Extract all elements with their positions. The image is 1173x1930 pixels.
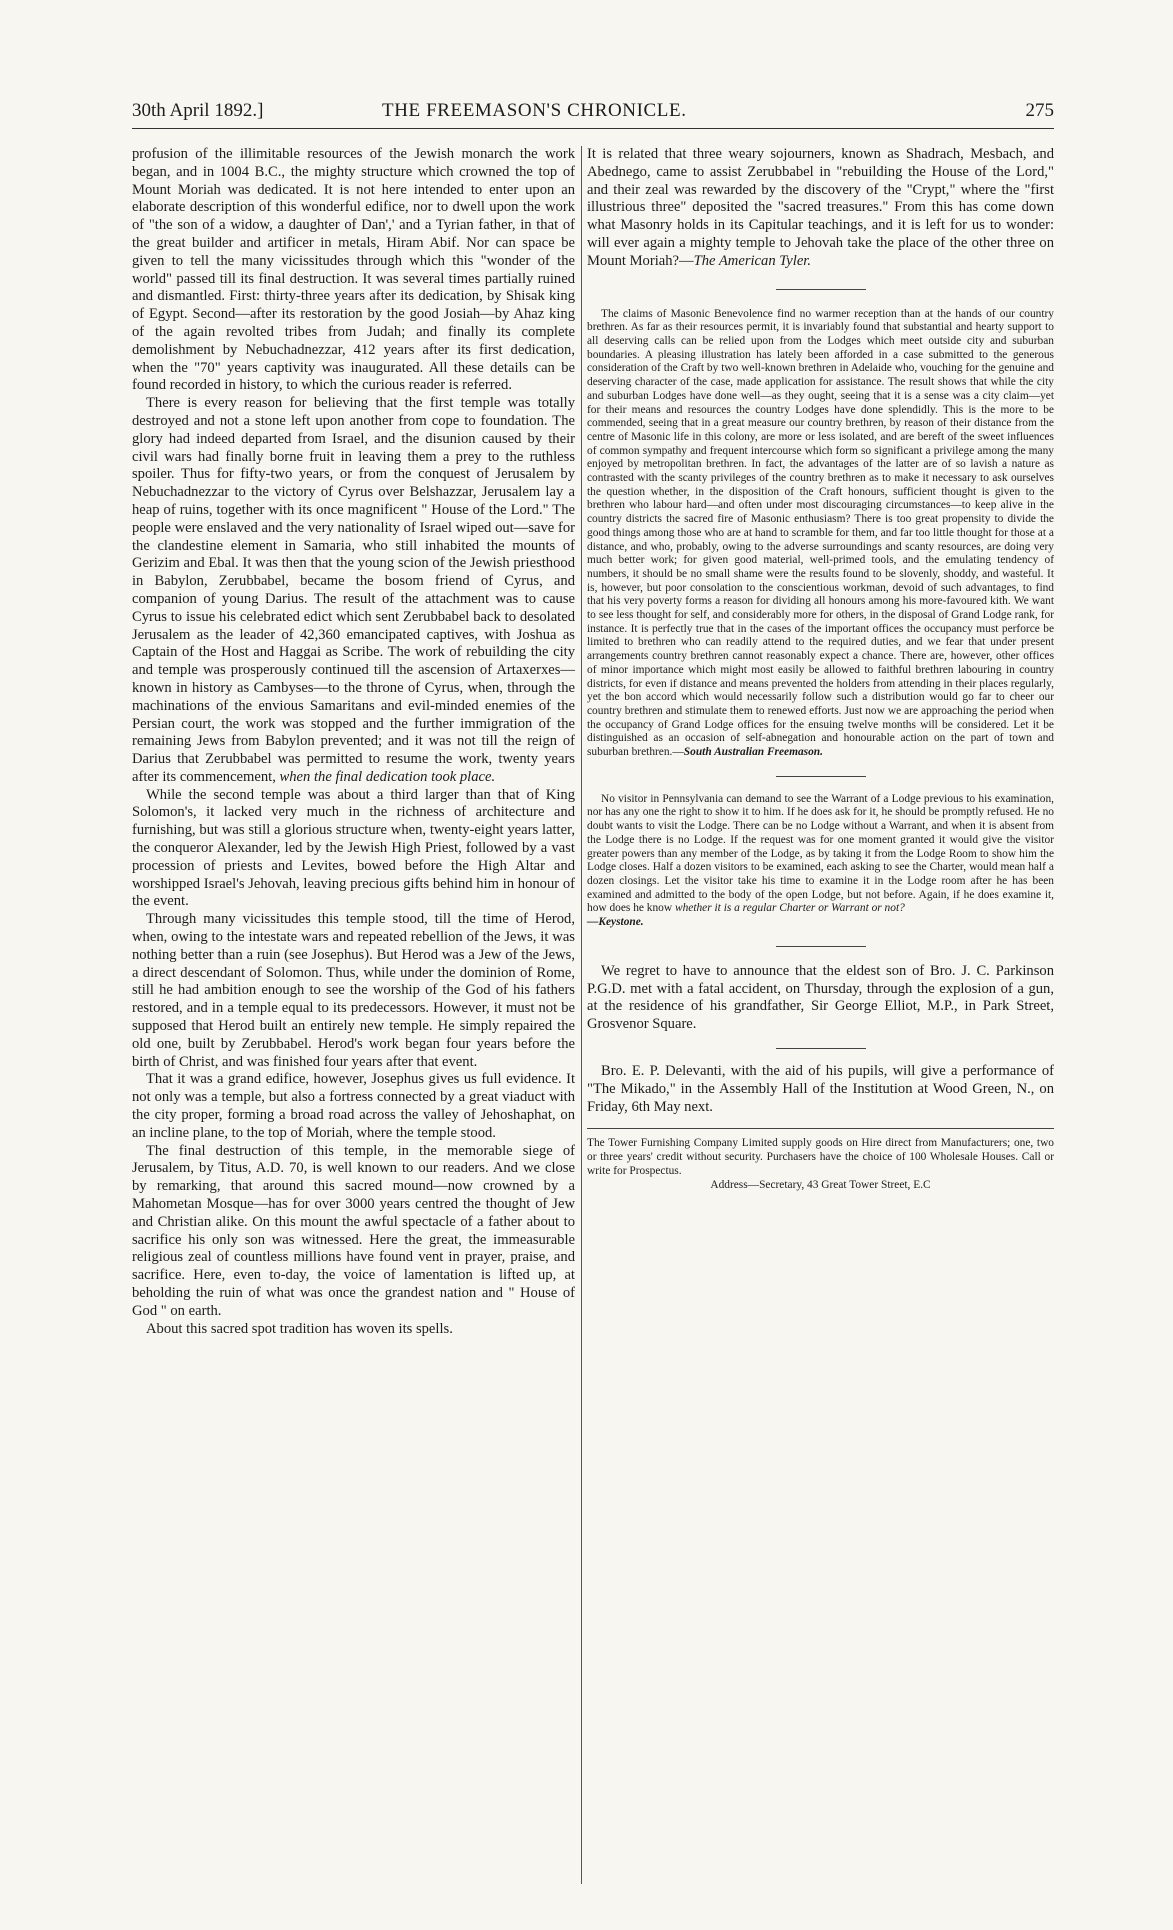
article-paragraph: That it was a grand edifice, however, Josephus gives us full evidence. It not only was a temple, but also a fortress connected by a great viaduct with the city proper, forming a broad road across the valley of Jehoshaphat, on an incline plane, to the top of Moriah, where the temple stood.: [132, 1071, 575, 1141]
header-rule: [132, 128, 1054, 129]
advertisement-address: Address—Secretary, 43 Great Tower Street, E.C: [710, 1178, 931, 1191]
italic-text: whether it is a regular Charter or Warrant or not?: [674, 902, 905, 915]
issue-date: 30th April 1892.]: [132, 100, 264, 121]
advertisement-text: The Tower Furnishing Company Limited supply goods on Hire direct from Manufacturers; one, two or three years' credit without security. Purchasers have the choice of 100 Wholesale Houses. Call or write for Prospectus.: [587, 1137, 1054, 1177]
article-paragraph: profusion of the illimitable resources of the Jewish monarch the work began, and in 1004 B.C., the mighty structure which crowned the top of Mount Moriah was dedicated. It is not here intended to enter upon an elaborate description of this wonderful edifice, nor to dwell upon the work of "the son of a widow, a daughter of Dan',' and a Tyrian father, in that of the great builder and artificer in metals, Hiram Abif. Nor can space be given to tell the many vicissitudes through which this "wonder of the world" passed till its final destruction. It was several times partially ruined and dismantled. First: thirty-three years after its dedication, by Shisak king of Egypt. Second—after its restoration by the good Josiah—by Ahaz king of the again revolted tribes from Judah; and finally its complete demolishment by Nebuchadnezzar, 412 years after its first dedication, when the "70" years captivity was inaugurated. All these details can be found recorded in history, to which the curious reader is referred.: [132, 146, 575, 394]
right-column: [587, 146, 1054, 1192]
left-column: [132, 146, 575, 1338]
paragraph-text: It is related that three weary sojourners, known as Shadrach, Mesbach, and Abednego, came to assist Zerubbabel in "rebuilding the House of the Lord," and their zeal was rewarded by the discovery of the "Crypt," where the "first illustrious three" deposited the "sacred treasures." From this has come down what Masonry holds in its Capitular teachings, and it is left for us to wonder: will ever again a mighty temple to Jehovah take the place of the other three on Mount Moriah?—: [587, 146, 1054, 269]
article-paragraph: [587, 308, 1054, 760]
publication-title: THE FREEMASON'S CHRONICLE.: [382, 100, 687, 121]
source-signature: South Australian Freemason.: [683, 746, 823, 759]
article-paragraph: Bro. E. P. Delevanti, with the aid of his pupils, will give a performance of "The Mikado," in the Assembly Hall of the Institution at Wood Green, N., on Friday, 6th May next.: [587, 1063, 1054, 1115]
paragraph-text: The claims of Masonic Benevolence find no warmer reception than at the hands of our country brethren. As far as their resources permit, it is invariably found that substantial and hearty support to all deserving calls can be relied upon from the Lodges which meet outside city and suburban boundaries. A pleasing illustration has lately been afforded in a case submitted to the generous consideration of the Craft by two well-known brethren in Adelaide who, vouching for the genuine and deserving character of the case, made application for assistance. The result shows that while the city and suburban Lodges have done well—as they ought, seeing that it is a sense was a city claim—yet for their means and resources the country Lodges have done splendidly. This is the more to be commended, seeing that in a great measure our country brethren, by reason of their distance from the centre of Masonic life in this colony, are more or less isolated, and are bereft of the sweet influences of common sympathy and frequent intercourse which form so significant a privilege among the many enjoyed by metropolitan brethren. In fact, the advantages of the latter are of so lavish a nature as contrasted with the scanty privileges of the country brethren as to make it necessary to ask ourselves the question whether, in the disposition of the Craft honours, sufficient thought is given to the brethren who labour hard—and often under most discouraging circumstances—to keep alive in the country districts the sacred fire of Masonic enthusiasm? There is too great propensity to divide the good things among those who are at hand to scramble for them, and far too little thought for those at a distance, and who, probably, owing to the adverse surroundings and scanty resources, are doing very much better work; for given good material, well-primed tools, and the emulating tendency of numbers, it should be no small shame were the results found to be slovenly, shoddy, and wasteful. It is, however, but poor consolation to the conscientious workman, devoid of such advantages, to find that his very poverty forms a reason for dividing all honours among his more-favoured kith. We want to see less thought for self, and considerably more for others, in the disposal of Grand Lodge rank, for instance. It is perfectly true that in the cases of the important offices the occupancy must perforce be limited to brethren who can readily attend to the required duties, and we fear that under present arrangements country brethren cannot reasonably expect a chance. There are, however, other offices of minor importance which might most easily be allowed to faithful brethren labouring in country districts, for even if distance and means prevented the holders from attending in their places regularly, yet the bon accord which would necessarily follow such a distribution would go far to cheer our country brethren and stimulate them to renewed efforts. Just now we are approaching the period when the occupancy of Grand Lodge offices for the ensuing twelve months will be considered. Let it be distinguished as an occasion of self-abnegation and honourable action on the part of town and suburban brethren.—: [587, 307, 1054, 759]
article-paragraph: The final destruction of this temple, in the memorable siege of Jerusalem, by Titus, A.D. 70, is well known to our readers. And we close by remarking, that around this sacred mound—now crowned by a Mahometan Mosque—has for over 3000 years centred the thought of Jew and Christian alike. On this mount the awful spectacle of a father about to sacrifice his only son was witnessed. Here the great, the immeasurable religious zeal of countless millions have found vent in prayer, praise, and sacrifice. Here, even to-day, the voice of lamentation is lifted up, at beholding the ruin of what was once the grandest nation and " House of God " on earth.: [132, 1142, 575, 1319]
source-signature: —Keystone.: [587, 916, 644, 929]
article-paragraph: We regret to have to announce that the eldest son of Bro. J. C. Parkinson P.G.D. met with a fatal accident, on Thursday, through the explosion of a gun, at the residence of his grandfather, Sir George Elliot, M.P., in Park Street, Grosvenor Square.: [587, 962, 1054, 1033]
article-paragraph: About this sacred spot tradition has woven its spells.: [146, 1320, 453, 1337]
italic-text: when the final dedication took place.: [279, 768, 496, 785]
column-divider: [581, 146, 582, 1884]
paragraph-text: There is every reason for believing that the first temple was totally destroyed and not a stone left upon another from cope to foundation. The glory had indeed departed from Israel, and the disunion caused by their civil wars had finally borne fruit in leaving them a prey to the ruthless spoiler. Thus for fifty-two years, or from the conquest of Jerusalem by Nebuchadnezzar to the victory of Cyrus over Belshazzar, Jerusalem lay a heap of ruins, together with its once magnificent " House of the Lord." The people were enslaved and the very nationality of Israel wiped out—save for the clandestine element in Samaria, who still inhabited the mounts of Gerizim and Ebal. It was then that the young scion of the Jewish priesthood in Babylon, Zerubbabel, became the bosom friend of Cyrus, and companion of young Darius. The result of the attachment was to cause Cyrus to issue his celebrated edict which sent Zerubbabel back to desolated Jerusalem as the leader of 42,360 emancipated captives, with Joshua as Captain of the Host and Haggai as Scribe. The work of rebuilding the city and temple was prosperously continued till the ascension of Artaxerxes—known in history as Cambyses—to the throne of Cyrus, when, through the machinations of the envious Samaritans and evil-minded enemies of the Persian court, the work was stopped and the further immigration of the remaining Jews from Babylon prevented; and it was not till the reign of Darius that Zerubbabel was permitted to resume the work, twenty years after its commencement,: [132, 395, 575, 785]
article-paragraph: [587, 146, 1054, 271]
article-paragraph: Through many vicissitudes this temple stood, till the time of Herod, when, owing to the intestate wars and repeated rebellion of the Jews, it was nothing better than a ruin (see Josephus). But Herod was a Jew of the Jews, a direct descendant of Solomon. Thus, while under the dominion of Rome, still he had ambition enough to see the worship of the God of his fathers restored, and in a temple equal to its predecessors. However, it must not be supposed that Herod built an entirely new temple. He simply repaired the old one, built by Zerubbabel. Herod's work began four years before the birth of Christ, and was finished four years after that event.: [132, 911, 575, 1070]
page-number: 275: [1025, 100, 1054, 121]
article-paragraph: While the second temple was about a third larger than that of King Solomon's, it lacked very much in the richness of architecture and furnishing, but was still a glorious structure when, twenty-eight years latter, the conqueror Alexander, led by the Jewish High Priest, followed by a vast procession of priests and Levites, bowed before the High Altar and worshipped Israel's Jehovah, leaving precious gifts behind him in honour of the event.: [132, 786, 575, 910]
article-paragraph: [132, 395, 575, 787]
source-signature: The American Tyler.: [693, 252, 812, 269]
article-paragraph: [587, 793, 1054, 930]
paragraph-text: No visitor in Pennsylvania can demand to see the Warrant of a Lodge previous to his examination, nor has any one the right to show it to him. If he does ask for it, he should be promptly refused. He no doubt wants to visit the Lodge. There can be no Lodge without a Warrant, and when it is absent from the Lodge there is no Lodge. If the request was for one moment granted it would give the visitor greater powers than any member of the Lodge, as by taking it from the Lodge Room to show him the Lodge closes. Half a dozen visitors to be examined, each asking to see the Charter, would mean half a dozen closings. Let the visitor take his time to examine it in the Lodge room after he has been examined and admitted to the body of the open Lodge, but not before. Again, if he does examine it, how does he know: [587, 792, 1054, 915]
page-header: [132, 100, 1054, 132]
